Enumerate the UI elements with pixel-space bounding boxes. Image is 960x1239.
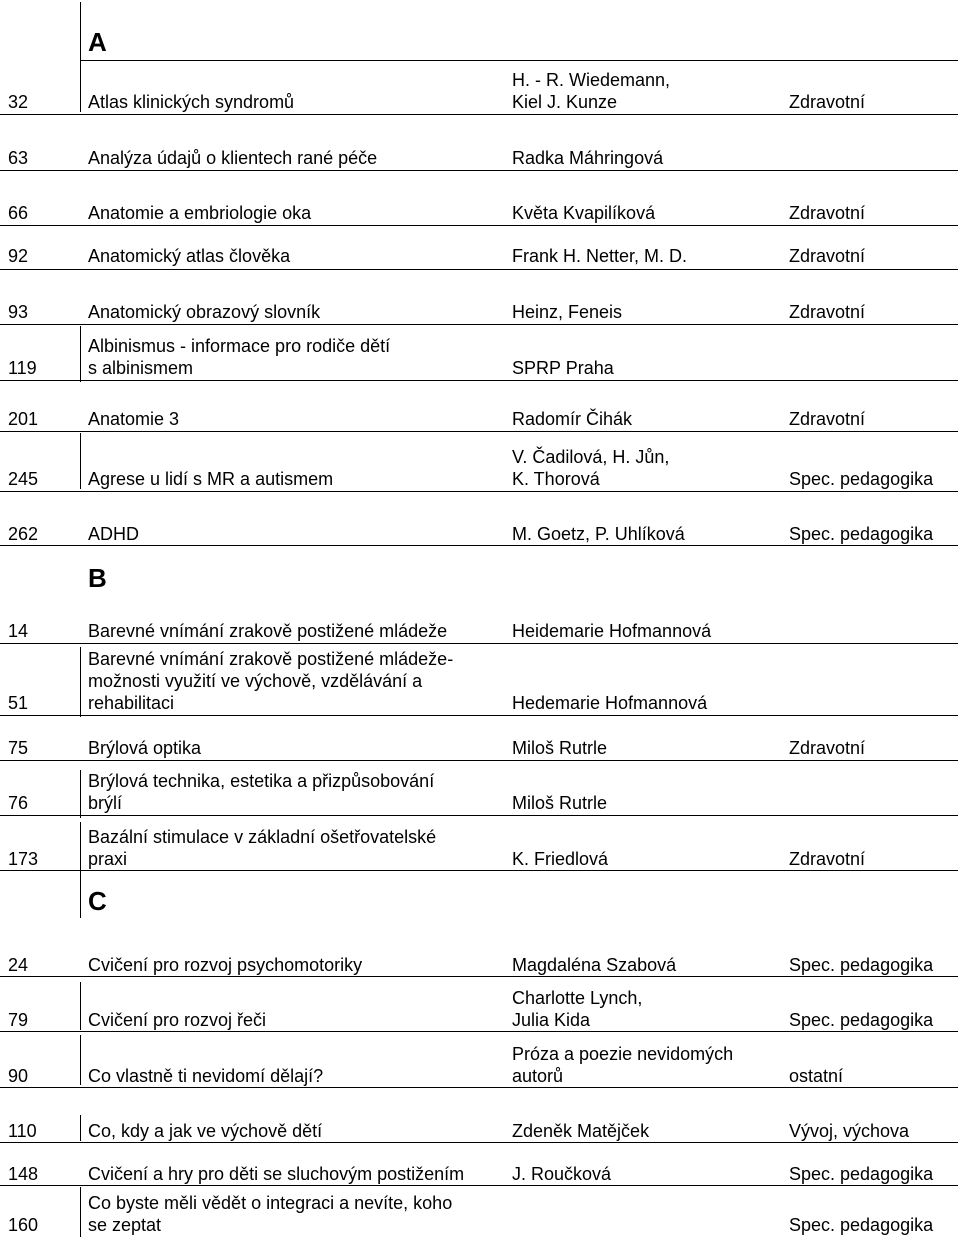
row-title: Anatomie 3 xyxy=(88,409,180,429)
row-number: 173 xyxy=(8,849,39,869)
row-title: Co vlastně ti nevidomí dělají? xyxy=(88,1066,324,1086)
row-author: Magdaléna Szabová xyxy=(512,955,677,975)
row-divider xyxy=(0,1031,958,1032)
row-divider xyxy=(0,114,958,115)
row-number: 262 xyxy=(8,524,39,544)
row-title: Cvičení pro rozvoj řeči xyxy=(88,1010,267,1030)
row-number: 160 xyxy=(8,1215,39,1235)
row-category: Spec. pedagogika xyxy=(789,524,934,544)
row-author: Miloš Rutrle xyxy=(512,793,608,813)
row-divider xyxy=(0,1142,958,1143)
row-divider xyxy=(0,1185,958,1186)
row-title: Co byste měli vědět o integraci a nevíte, koho se zeptat xyxy=(88,1193,453,1235)
column-divider xyxy=(80,647,81,717)
row-number: 63 xyxy=(8,148,29,168)
row-number: 148 xyxy=(8,1164,39,1184)
row-number: 201 xyxy=(8,409,39,429)
row-divider xyxy=(0,1087,958,1088)
row-number: 75 xyxy=(8,738,29,758)
row-author: Heidemarie Hofmannová xyxy=(512,621,712,641)
row-divider xyxy=(0,380,958,381)
row-title: Cvičení pro rozvoj psychomotoriky xyxy=(88,955,363,975)
row-divider xyxy=(0,170,958,171)
row-title: Anatomický atlas člověka xyxy=(88,246,291,266)
row-number: 119 xyxy=(8,358,37,378)
column-divider xyxy=(80,2,81,112)
row-number: 245 xyxy=(8,469,39,489)
row-number: 93 xyxy=(8,302,29,322)
row-number: 90 xyxy=(8,1066,29,1086)
row-number: 110 xyxy=(8,1121,37,1141)
row-category: Zdravotní xyxy=(789,302,866,322)
row-author: Próza a poezie nevidomých autorů xyxy=(512,1044,734,1086)
row-author: M. Goetz, P. Uhlíková xyxy=(512,524,685,544)
column-divider xyxy=(80,982,81,1030)
row-category: Zdravotní xyxy=(789,92,866,112)
row-category: Zdravotní xyxy=(789,738,866,758)
row-divider xyxy=(0,976,958,977)
row-author: K. Friedlová xyxy=(512,849,609,869)
row-category: Spec. pedagogika xyxy=(789,1164,934,1184)
row-number: 14 xyxy=(8,621,29,641)
row-title: Analýza údajů o klientech rané péče xyxy=(88,148,378,168)
row-author: Květa Kvapilíková xyxy=(512,203,656,223)
row-author: Frank H. Netter, M. D. xyxy=(512,246,688,266)
row-number: 66 xyxy=(8,203,29,223)
row-divider xyxy=(0,431,958,432)
row-title: Bazální stimulace v základní ošetřovatelské praxi xyxy=(88,827,437,869)
row-number: 32 xyxy=(8,92,29,112)
row-title: Barevné vnímání zrakově postižené mládeže- možnosti využití ve výchově, vzdělávání a rehabilitaci xyxy=(88,649,454,713)
row-category: Zdravotní xyxy=(789,849,866,869)
row-category: Zdravotní xyxy=(789,246,866,266)
row-category: Zdravotní xyxy=(789,203,866,223)
row-divider xyxy=(0,815,958,816)
section-letter-c: C xyxy=(88,886,107,916)
row-title: Cvičení a hry pro děti se sluchovým postižením xyxy=(88,1164,465,1184)
row-divider xyxy=(0,225,958,226)
row-category: Spec. pedagogika xyxy=(789,469,934,489)
section-letter-b: B xyxy=(88,563,107,593)
row-divider xyxy=(0,269,958,270)
row-title: Barevné vnímání zrakově postižené mládeže xyxy=(88,621,448,641)
row-author: Hedemarie Hofmannová xyxy=(512,693,708,713)
row-author: Zdeněk Matějček xyxy=(512,1121,650,1141)
column-divider xyxy=(80,1187,81,1237)
row-title: Brýlová optika xyxy=(88,738,202,758)
row-author: H. - R. Wiedemann, Kiel J. Kunze xyxy=(512,70,671,112)
row-category: Spec. pedagogika xyxy=(789,1010,934,1030)
row-divider xyxy=(0,324,958,325)
row-number: 51 xyxy=(8,693,29,713)
column-divider xyxy=(80,1035,81,1085)
row-title: Brýlová technika, estetika a přizpůsobování brýlí xyxy=(88,771,435,813)
row-category: Spec. pedagogika xyxy=(789,1215,934,1235)
row-author: V. Čadilová, H. Jůn, K. Thorová xyxy=(512,447,670,489)
row-divider xyxy=(0,643,958,644)
row-divider xyxy=(0,545,958,546)
row-author: Radka Máhringová xyxy=(512,148,664,168)
row-category: Zdravotní xyxy=(789,409,866,429)
row-author: J. Roučková xyxy=(512,1164,612,1184)
row-title: ADHD xyxy=(88,524,140,544)
row-number: 79 xyxy=(8,1010,29,1030)
row-title: Agrese u lidí s MR a autismem xyxy=(88,469,334,489)
row-author: Heinz, Feneis xyxy=(512,302,623,322)
row-author: Charlotte Lynch, Julia Kida xyxy=(512,988,643,1030)
row-title: Anatomický obrazový slovník xyxy=(88,302,321,322)
column-divider xyxy=(80,433,81,489)
row-title: Anatomie a embriologie oka xyxy=(88,203,312,223)
section-letter-a: A xyxy=(88,27,107,57)
row-title: Atlas klinických syndromů xyxy=(88,92,295,112)
row-divider xyxy=(0,491,958,492)
column-divider xyxy=(80,770,81,818)
row-divider xyxy=(0,870,958,871)
row-divider xyxy=(80,60,958,61)
row-divider xyxy=(0,760,958,761)
row-title: Co, kdy a jak ve výchově dětí xyxy=(88,1121,323,1141)
row-author: Radomír Čihák xyxy=(512,409,633,429)
row-category: ostatní xyxy=(789,1066,844,1086)
row-number: 24 xyxy=(8,955,29,975)
row-number: 92 xyxy=(8,246,29,266)
row-author: Miloš Rutrle xyxy=(512,738,608,758)
row-number: 76 xyxy=(8,793,29,813)
row-author: SPRP Praha xyxy=(512,358,614,378)
row-title: Albinismus - informace pro rodiče dětí s albinismem xyxy=(88,336,391,378)
column-divider xyxy=(80,1115,81,1141)
row-category: Vývoj, výchova xyxy=(789,1121,910,1141)
column-divider xyxy=(80,326,81,382)
row-divider xyxy=(0,715,958,716)
row-category: Spec. pedagogika xyxy=(789,955,934,975)
